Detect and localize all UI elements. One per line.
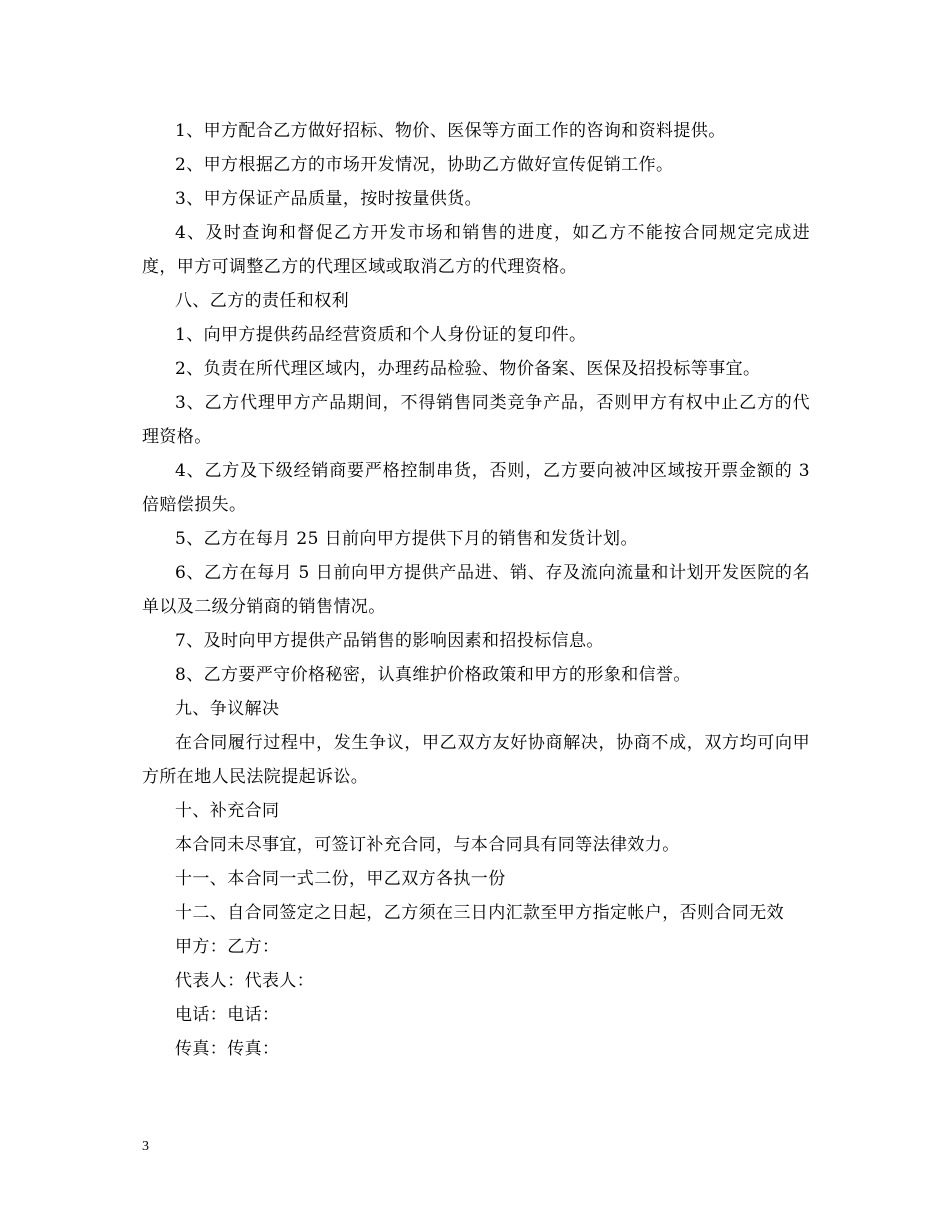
clause-paragraph: 2、甲方根据乙方的市场开发情况，协助乙方做好宣传促销工作。 (175, 155, 674, 175)
clause-paragraph: 6、乙方在每月 5 日前向甲方提供产品进、销、存及流向流量和计划开发医院的名单以及二级分销商的销售情况。 (142, 563, 810, 617)
clause-paragraph: 4、及时查询和督促乙方开发市场和销售的进度，如乙方不能按合同规定完成进度，甲方可调整乙方的代理区域或取消乙方的代理资格。 (142, 223, 810, 277)
clause-paragraph: 在合同履行过程中，发生争议，甲乙双方友好协商解决，协商不成，双方均可向甲方所在地人民法院提起诉讼。 (142, 733, 810, 787)
clause-paragraph: 4、乙方及下级经销商要严格控制串货，否则，乙方要向被冲区域按开票金额的 3 倍赔偿损失。 (142, 461, 810, 515)
page-number: 3 (142, 1139, 149, 1154)
clause-paragraph: 本合同未尽事宜，可签订补充合同，与本合同具有同等法律效力。 (175, 835, 680, 855)
clause-paragraph: 7、及时向甲方提供产品销售的影响因素和招投标信息。 (175, 631, 604, 651)
document-body (142, 114, 810, 1066)
clause-paragraph: 1、向甲方提供药品经营资质和个人身份证的复印件。 (175, 325, 587, 345)
signature-line-party: 甲方：乙方： (175, 937, 280, 957)
signature-line-fax: 传真：传真： (175, 1039, 280, 1059)
clause-paragraph: 3、乙方代理甲方产品期间，不得销售同类竞争产品，否则甲方有权中止乙方的代理资格。 (142, 393, 810, 447)
signature-line-phone: 电话：电话： (175, 1005, 280, 1025)
section-heading: 十一、本合同一式二份，甲乙双方各执一份 (175, 869, 506, 889)
section-heading: 十、补充合同 (175, 801, 280, 821)
clause-paragraph: 3、甲方保证产品质量，按时按量供货。 (175, 189, 483, 209)
clause-paragraph: 8、乙方要严守价格秘密，认真维护价格政策和甲方的形象和信誉。 (175, 665, 691, 685)
clause-paragraph: 5、乙方在每月 25 日前向甲方提供下月的销售和发货计划。 (175, 529, 638, 549)
section-heading: 九、争议解决 (175, 699, 280, 719)
clause-paragraph: 1、甲方配合乙方做好招标、物价、医保等方面工作的咨询和资料提供。 (175, 121, 726, 141)
section-heading: 八、乙方的责任和权利 (175, 291, 349, 311)
clause-paragraph: 2、负责在所代理区域内，办理药品检验、物价备案、医保及招投标等事宜。 (175, 359, 761, 379)
clause-paragraph: 十二、自合同签定之日起，乙方须在三日内汇款至甲方指定帐户，否则合同无效 (175, 903, 784, 923)
signature-line-representative: 代表人：代表人： (175, 971, 315, 991)
